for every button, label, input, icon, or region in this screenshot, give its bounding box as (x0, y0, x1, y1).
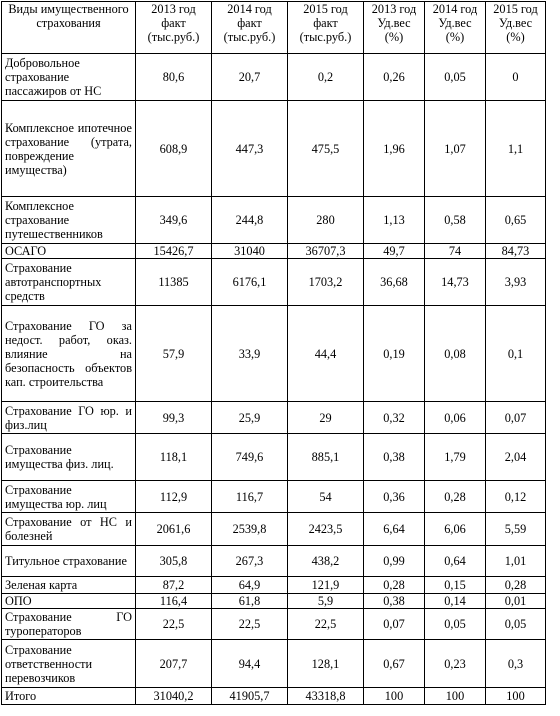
table-row (2, 306, 546, 402)
row-value-cell: 885,1 (288, 434, 364, 481)
row-value-cell: 1,01 (486, 546, 546, 577)
row-value-cell: 1,07 (425, 101, 486, 197)
row-type-cell: Комплексное ипотечное страхование (утрата, повреждение имущества) (2, 101, 136, 197)
row-type-cell: Зеленая карта (2, 577, 136, 594)
row-value-cell: 0,14 (425, 594, 486, 609)
row-value-cell: 0,36 (364, 481, 425, 513)
row-value-cell: 100 (364, 688, 425, 705)
row-value-cell: 54 (288, 481, 364, 513)
row-value-cell: 100 (425, 688, 486, 705)
row-value-cell: 0,65 (486, 197, 546, 244)
row-type-cell: Страхование ГО туроператоров (2, 609, 136, 640)
row-value-cell: 0,1 (486, 306, 546, 402)
row-value-cell: 0,23 (425, 640, 486, 688)
table-row (2, 402, 546, 434)
row-value-cell: 0,2 (288, 54, 364, 101)
row-value-cell: 36707,3 (288, 244, 364, 259)
row-value-cell: 22,5 (136, 609, 212, 640)
row-value-cell: 6,64 (364, 513, 425, 546)
row-value-cell: 14,73 (425, 259, 486, 306)
row-value-cell: 1,1 (486, 101, 546, 197)
row-value-cell: 1703,2 (288, 259, 364, 306)
table-body (2, 54, 546, 705)
row-value-cell: 31040,2 (136, 688, 212, 705)
row-value-cell: 0,58 (425, 197, 486, 244)
row-value-cell: 25,9 (212, 402, 288, 434)
row-value-cell: 61,8 (212, 594, 288, 609)
row-value-cell: 1,13 (364, 197, 425, 244)
row-value-cell: 349,6 (136, 197, 212, 244)
row-value-cell: 0,08 (425, 306, 486, 402)
table-row (2, 244, 546, 259)
row-type-cell: Титульное страхование (2, 546, 136, 577)
row-type-cell: ОПО (2, 594, 136, 609)
row-value-cell: 0,28 (364, 577, 425, 594)
row-value-cell: 0,3 (486, 640, 546, 688)
header-cell-2015-fact: 2015 год факт (тыс.руб.) (288, 2, 364, 54)
header-cell-2013-share: 2013 год Уд.вес (%) (364, 2, 425, 54)
row-value-cell: 87,2 (136, 577, 212, 594)
row-type-cell: ОСАГО (2, 244, 136, 259)
row-value-cell: 305,8 (136, 546, 212, 577)
row-value-cell: 0,05 (425, 54, 486, 101)
row-value-cell: 0,38 (364, 434, 425, 481)
row-value-cell: 80,6 (136, 54, 212, 101)
row-value-cell: 64,9 (212, 577, 288, 594)
row-value-cell: 99,3 (136, 402, 212, 434)
row-value-cell: 0,67 (364, 640, 425, 688)
row-value-cell: 22,5 (212, 609, 288, 640)
row-value-cell: 0,64 (425, 546, 486, 577)
row-value-cell: 0,05 (486, 609, 546, 640)
row-value-cell: 5,9 (288, 594, 364, 609)
row-type-cell: Страхование ГО юр. и физ.лиц (2, 402, 136, 434)
row-value-cell: 94,4 (212, 640, 288, 688)
row-value-cell: 2423,5 (288, 513, 364, 546)
header-cell-2015-share: 2015 год Уд.вес (%) (486, 2, 546, 54)
row-value-cell: 31040 (212, 244, 288, 259)
table-row (2, 640, 546, 688)
table-row (2, 594, 546, 609)
insurance-table-container (1, 1, 546, 705)
row-value-cell: 280 (288, 197, 364, 244)
row-value-cell: 2539,8 (212, 513, 288, 546)
row-value-cell: 608,9 (136, 101, 212, 197)
header-cell-type: Виды имущественного страхования (2, 2, 136, 54)
table-row (2, 434, 546, 481)
table-row (2, 688, 546, 705)
row-type-cell: Страхование ГО за недост. работ, оказ. влияние на безопасность объектов кап. строительства (2, 306, 136, 402)
row-value-cell: 438,2 (288, 546, 364, 577)
row-value-cell: 41905,7 (212, 688, 288, 705)
row-value-cell: 57,9 (136, 306, 212, 402)
row-value-cell: 3,93 (486, 259, 546, 306)
row-value-cell: 0,01 (486, 594, 546, 609)
row-value-cell: 244,8 (212, 197, 288, 244)
table-row (2, 546, 546, 577)
row-value-cell: 20,7 (212, 54, 288, 101)
row-value-cell: 0 (486, 54, 546, 101)
header-cell-2014-share: 2014 год Уд.вес (%) (425, 2, 486, 54)
row-value-cell: 0,05 (425, 609, 486, 640)
row-value-cell: 36,68 (364, 259, 425, 306)
row-value-cell: 0,99 (364, 546, 425, 577)
row-value-cell: 0,19 (364, 306, 425, 402)
row-value-cell: 100 (486, 688, 546, 705)
row-value-cell: 1,79 (425, 434, 486, 481)
row-value-cell: 33,9 (212, 306, 288, 402)
row-value-cell: 11385 (136, 259, 212, 306)
row-value-cell: 0,38 (364, 594, 425, 609)
table-row (2, 481, 546, 513)
row-value-cell: 0,12 (486, 481, 546, 513)
row-value-cell: 84,73 (486, 244, 546, 259)
row-value-cell: 6176,1 (212, 259, 288, 306)
row-type-cell: Итого (2, 688, 136, 705)
row-value-cell: 267,3 (212, 546, 288, 577)
table-row (2, 101, 546, 197)
row-value-cell: 5,59 (486, 513, 546, 546)
row-value-cell: 1,96 (364, 101, 425, 197)
row-value-cell: 0,28 (486, 577, 546, 594)
row-value-cell: 0,07 (364, 609, 425, 640)
row-type-cell: Страхование автотранспортных средств (2, 259, 136, 306)
row-value-cell: 49,7 (364, 244, 425, 259)
row-value-cell: 15426,7 (136, 244, 212, 259)
row-value-cell: 0,32 (364, 402, 425, 434)
row-value-cell: 44,4 (288, 306, 364, 402)
row-value-cell: 0,26 (364, 54, 425, 101)
row-value-cell: 0,15 (425, 577, 486, 594)
row-value-cell: 74 (425, 244, 486, 259)
table-row (2, 513, 546, 546)
table-row (2, 54, 546, 101)
row-type-cell: Страхование имущества физ. лиц. (2, 434, 136, 481)
row-value-cell: 0,06 (425, 402, 486, 434)
row-value-cell: 128,1 (288, 640, 364, 688)
row-value-cell: 207,7 (136, 640, 212, 688)
table-row (2, 259, 546, 306)
header-cell-2014-fact: 2014 год факт (тыс.руб.) (212, 2, 288, 54)
row-value-cell: 749,6 (212, 434, 288, 481)
row-value-cell: 475,5 (288, 101, 364, 197)
row-value-cell: 116,7 (212, 481, 288, 513)
row-value-cell: 112,9 (136, 481, 212, 513)
table-row (2, 609, 546, 640)
table-header-row (2, 2, 546, 54)
row-value-cell: 0,07 (486, 402, 546, 434)
row-value-cell: 6,06 (425, 513, 486, 546)
row-type-cell: Страхование ответственности перевозчиков (2, 640, 136, 688)
row-type-cell: Комплексное страхование путешественников (2, 197, 136, 244)
row-value-cell: 121,9 (288, 577, 364, 594)
row-value-cell: 29 (288, 402, 364, 434)
table-row (2, 197, 546, 244)
row-value-cell: 2061,6 (136, 513, 212, 546)
row-value-cell: 0,28 (425, 481, 486, 513)
row-value-cell: 22,5 (288, 609, 364, 640)
row-type-cell: Страхование имущества юр. лиц (2, 481, 136, 513)
row-value-cell: 447,3 (212, 101, 288, 197)
row-value-cell: 43318,8 (288, 688, 364, 705)
insurance-table (1, 1, 546, 705)
header-cell-2013-fact: 2013 год факт (тыс.руб.) (136, 2, 212, 54)
row-type-cell: Добровольное страхование пассажиров от НС (2, 54, 136, 101)
row-value-cell: 2,04 (486, 434, 546, 481)
row-value-cell: 116,4 (136, 594, 212, 609)
row-type-cell: Страхование от НС и болезней (2, 513, 136, 546)
row-value-cell: 118,1 (136, 434, 212, 481)
table-row (2, 577, 546, 594)
